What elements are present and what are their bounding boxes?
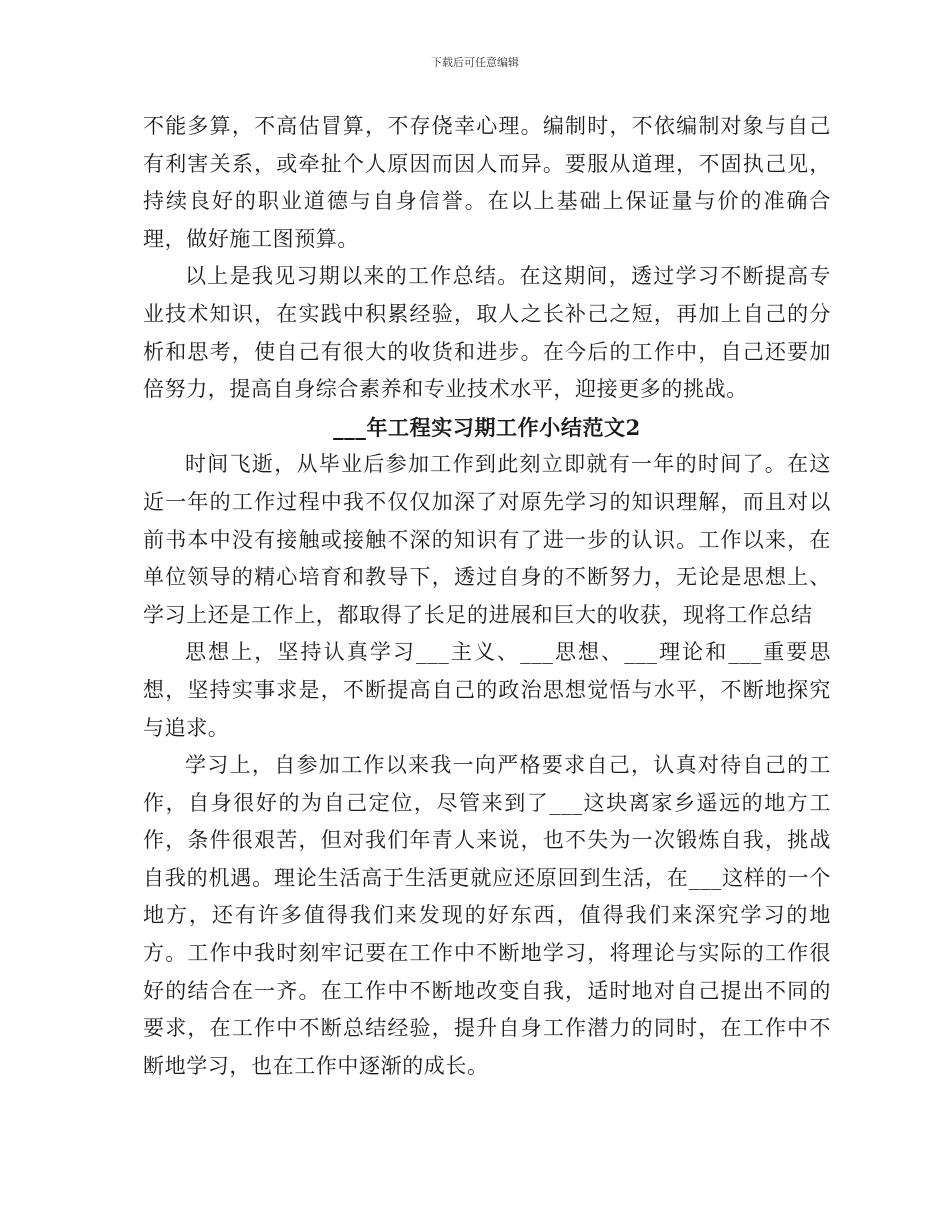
page-header-note: 下载后可任意编辑 [431,56,519,69]
paragraph-5: 学习上，自参加工作以来我一向严格要求自己，认真对待自己的工作，自身很好的为自己定位，尽管来到了___这块离家乡遥远的地方工作，条件很艰苦，但对我们年青人来说，也不失为一次锻炼自我，挑战自我的机遇。理论生活高于生活更就应还原回到生活，在___这样的一个地方，还有许多值得我们来发现的好东西，值得我们来深究学习的地方。工作中我时刻牢记要在工作中不断地学习，将理论与实际的工作很好的结合在一齐。在工作中不断地改变自我，适时地对自己提出不同的要求，在工作中不断总结经验，提升自身工作潜力的同时，在工作中不断地学习，也在工作中逐渐的成长。 [143,753,831,1078]
paragraph-3: 时间飞逝，从毕业后参加工作到此刻立即就有一年的时间了。在这近一年的工作过程中我不仅仅加深了对原先学习的知识理解，而且对以前书本中没有接触或接触不深的知识有了进一步的认识。工作以来，在单位领导的精心培育和教导下，透过自身的不断努力，无论是思想上、学习上还是工作上，都取得了长足的进展和巨大的收获，现将工作总结 [143,452,831,627]
paragraph-4: 思想上，坚持认真学习___主义、___思想、___理论和___重要思想，坚持实事求是，不断提高自己的政治思想觉悟与水平，不断地探究与追求。 [143,640,831,740]
document-body [143,108,831,1085]
paragraph-1: 不能多算，不高估冒算，不存侥幸心理。编制时，不依编制对象与自己有利害关系，或牵扯个人原因而因人而异。要服从道理，不固执己见，持续良好的职业道德与自身信誉。在以上基础上保证量与价的准确合理，做好施工图预算。 [143,114,831,251]
section-heading: ___年工程实习期工作小结范文2 [333,414,641,440]
paragraph-2: 以上是我见习期以来的工作总结。在这期间，透过学习不断提高专业技术知识，在实践中积累经验，取人之长补己之短，再加上自己的分析和思考，使自己有很大的收货和进步。在今后的工作中，自己还要加倍努力，提高自身综合素养和专业技术水平，迎接更多的挑战。 [143,264,831,402]
